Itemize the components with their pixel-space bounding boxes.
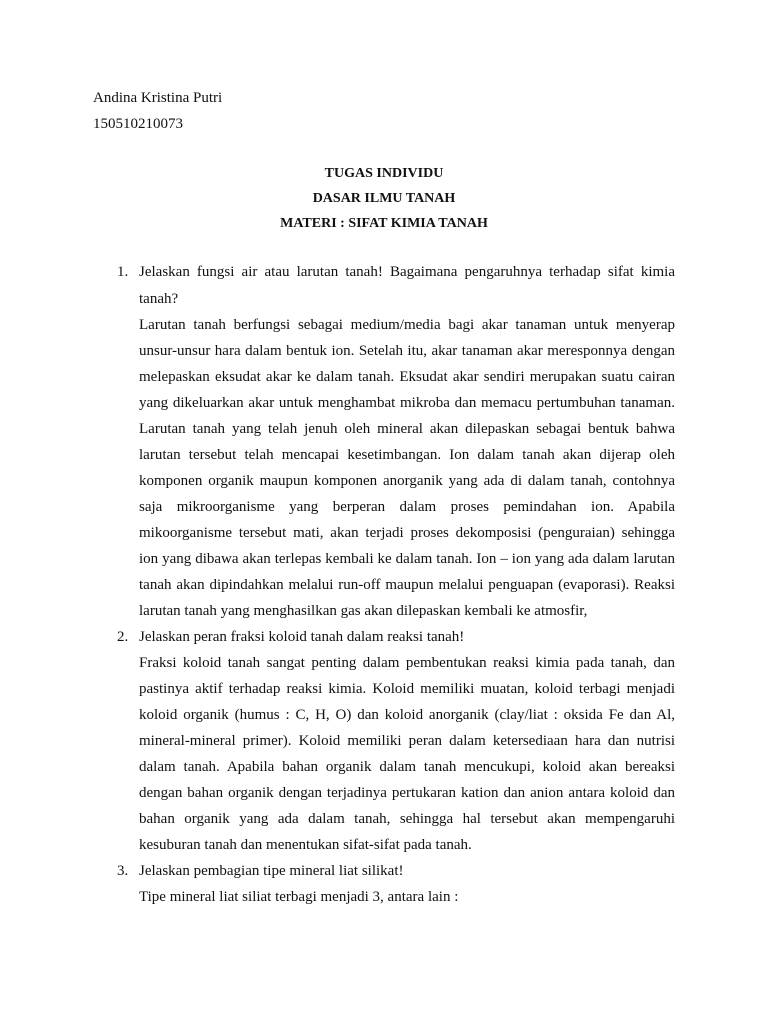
question-text: tanah?	[139, 291, 179, 307]
answer-line: yang dikeluarkan akar untuk menghambat mikroba dan memacu pertumbuhan tanaman.	[139, 395, 675, 411]
student-id: 150510210073	[93, 116, 183, 132]
answer-line: Larutan tanah yang telah jenuh oleh mineral akan dilepaskan sebagai bentuk bahwa	[139, 421, 675, 437]
answer-line: dalam tanah. Apabila bahan organik dalam tanah mencukupi, koloid akan bereaksi	[139, 759, 675, 775]
answer-line: unsur-unsur hara dalam bentuk ion. Setelah itu, akar tanaman akar meresponnya dengan	[139, 343, 675, 359]
question-number: 1.	[117, 264, 129, 280]
question-text: Jelaskan peran fraksi koloid tanah dalam reaksi tanah!	[139, 629, 465, 645]
answer-line: melepaskan eksudat akar ke dalam tanah. Eksudat akar sendiri merupakan suatu cairan	[139, 369, 675, 385]
answer-line: dengan bahan organik dengan terjadinya pertukaran kation dan anion antara koloid dan	[139, 785, 675, 801]
answer-line: komponen organik maupun komponen anorganik yang ada di dalam tanah, contohnya	[139, 473, 675, 489]
answer-line: ion yang dibawa akan terlepas kembali ke dalam tanah. Ion – ion yang ada dalam larutan	[139, 551, 675, 567]
answer-line: koloid organik (humus : C, H, O) dan koloid anorganik (clay/liat : oksida Fe dan Al,	[139, 707, 675, 723]
answer-line: Larutan tanah berfungsi sebagai medium/media bagi akar tanaman untuk menyerap	[139, 317, 675, 333]
question-text: Jelaskan fungsi air atau larutan tanah! Bagaimana pengaruhnya terhadap sifat kimia	[139, 264, 675, 280]
question-text: Jelaskan pembagian tipe mineral liat silikat!	[139, 863, 404, 879]
author-name: Andina Kristina Putri	[93, 90, 223, 106]
question-number: 2.	[117, 629, 129, 645]
question-number: 3.	[117, 863, 129, 879]
answer-line: bahan organik yang ada dalam tanah, sehingga hal tersebut akan mempengaruhi	[139, 811, 675, 827]
answer-line: mineral-mineral primer). Koloid memiliki peran dalam ketersediaan hara dan nutrisi	[139, 733, 675, 749]
answer-line: pastinya aktif terhadap reaksi kimia. Koloid memiliki muatan, koloid terbagi menjadi	[139, 681, 675, 697]
answer-line: kesuburan tanah dan menentukan sifat-sifat pada tanah.	[139, 837, 472, 853]
answer-line: tanah akan dipindahkan melalui run-off maupun melalui penguapan (evaporasi). Reaksi	[139, 577, 675, 593]
answer-line: saja mikroorganisme yang berperan dalam proses pemindahan ion. Apabila	[139, 499, 675, 515]
title-line-1: TUGAS INDIVIDU	[324, 166, 444, 181]
answer-line: Fraksi koloid tanah sangat penting dalam pembentukan reaksi kimia pada tanah, dan	[139, 655, 675, 671]
answer-line: larutan tersebut telah mencapai kesetimbangan. Ion dalam tanah akan dijerap oleh	[139, 447, 675, 463]
title-line-3: MATERI : SIFAT KIMIA TANAH	[280, 216, 488, 231]
title-line-2: DASAR ILMU TANAH	[312, 191, 456, 206]
answer-line: larutan tanah yang menghasilkan gas akan dilepaskan kembali ke atmosfir,	[139, 603, 588, 619]
answer-line: mikoorganisme tersebut mati, akan terjadi proses dekomposisi (penguraian) sehingga	[139, 525, 675, 541]
answer-line: Tipe mineral liat siliat terbagi menjadi 3, antara lain :	[139, 889, 459, 905]
